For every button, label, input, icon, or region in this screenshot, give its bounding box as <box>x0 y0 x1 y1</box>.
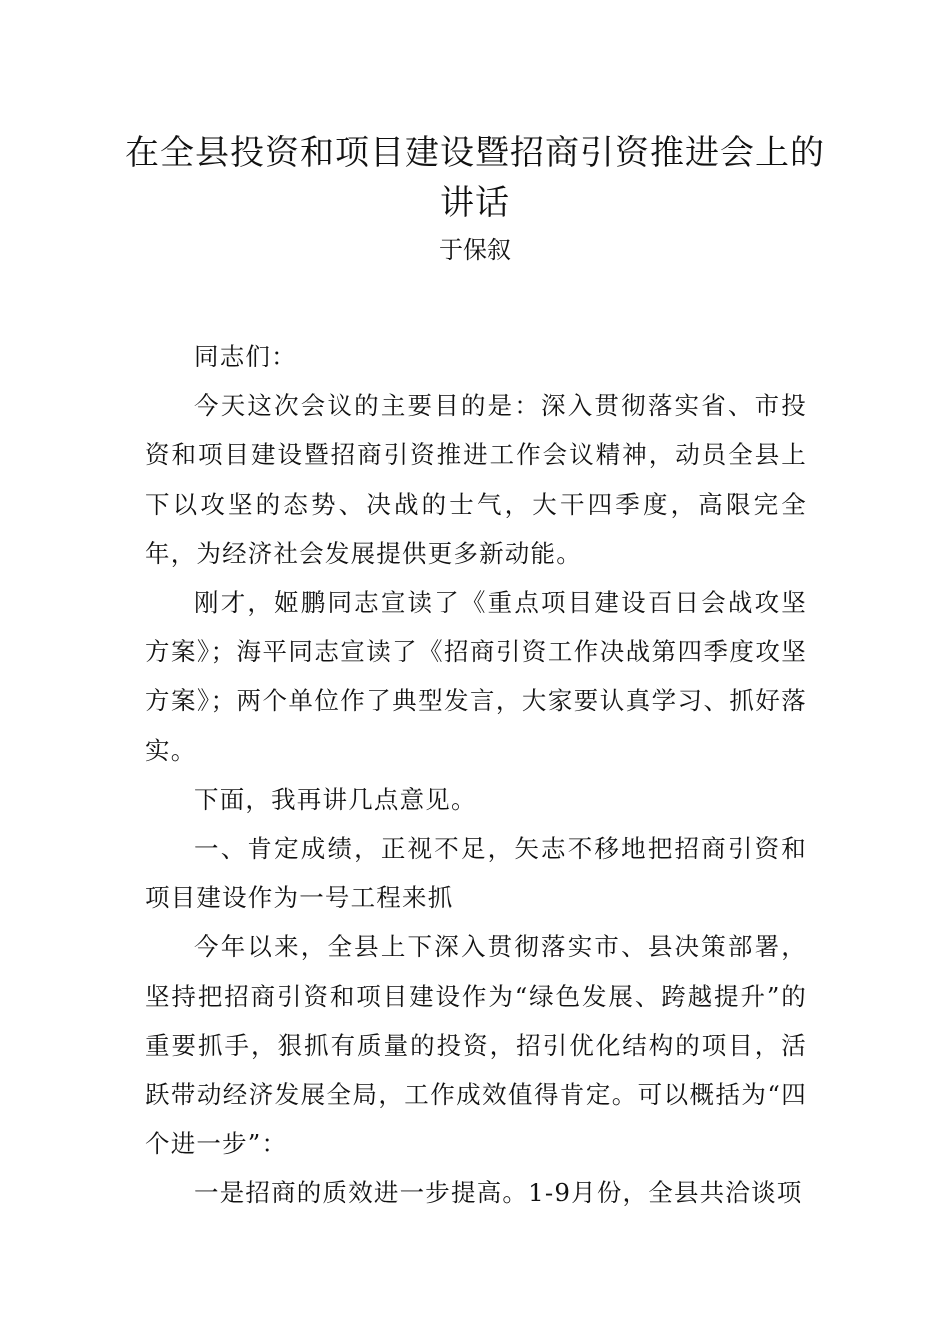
body-paragraph: 一是招商的质效进一步提高。1-9月份，全县共洽谈项 <box>194 1178 803 1208</box>
section-heading: 一、肯定成绩，正视不足，矢志不移地把招商引资和项目建设作为一号工程来抓 <box>145 834 807 913</box>
body-paragraph: 刚才，姬鹏同志宣读了《重点项目建设百日会战攻坚方案》；海平同志宣读了《招商引资工作决战第四季度攻坚方案》；两个单位作了典型发言，大家要认真学习、抓好落实。 <box>145 588 807 765</box>
body-paragraph: 下面，我再讲几点意见。 <box>194 784 477 814</box>
author-name: 于保叙 <box>439 236 511 264</box>
body-paragraph: 今天这次会议的主要目的是：深入贯彻落实省、市投资和项目建设暨招商引资推进工作会议精神，动员全县上下以攻坚的态势、决战的士气，大干四季度，高限完全年，为经济社会发展提供更多新动能。 <box>145 391 807 568</box>
document-body <box>145 332 807 1218</box>
salutation-paragraph: 同志们： <box>194 342 297 371</box>
body-paragraph: 今年以来，全县上下深入贯彻落实市、县决策部署，坚持把招商引资和项目建设作为“绿色发展、跨越提升”的重要抓手，狠抓有质量的投资，招引优化结构的项目，活跃带动经济发展全局，工作成效值得肯定。可以概括为“四个进一步”： <box>145 932 807 1159</box>
document-title: 在全县投资和项目建设暨招商引资推进会上的讲话 <box>125 133 825 223</box>
